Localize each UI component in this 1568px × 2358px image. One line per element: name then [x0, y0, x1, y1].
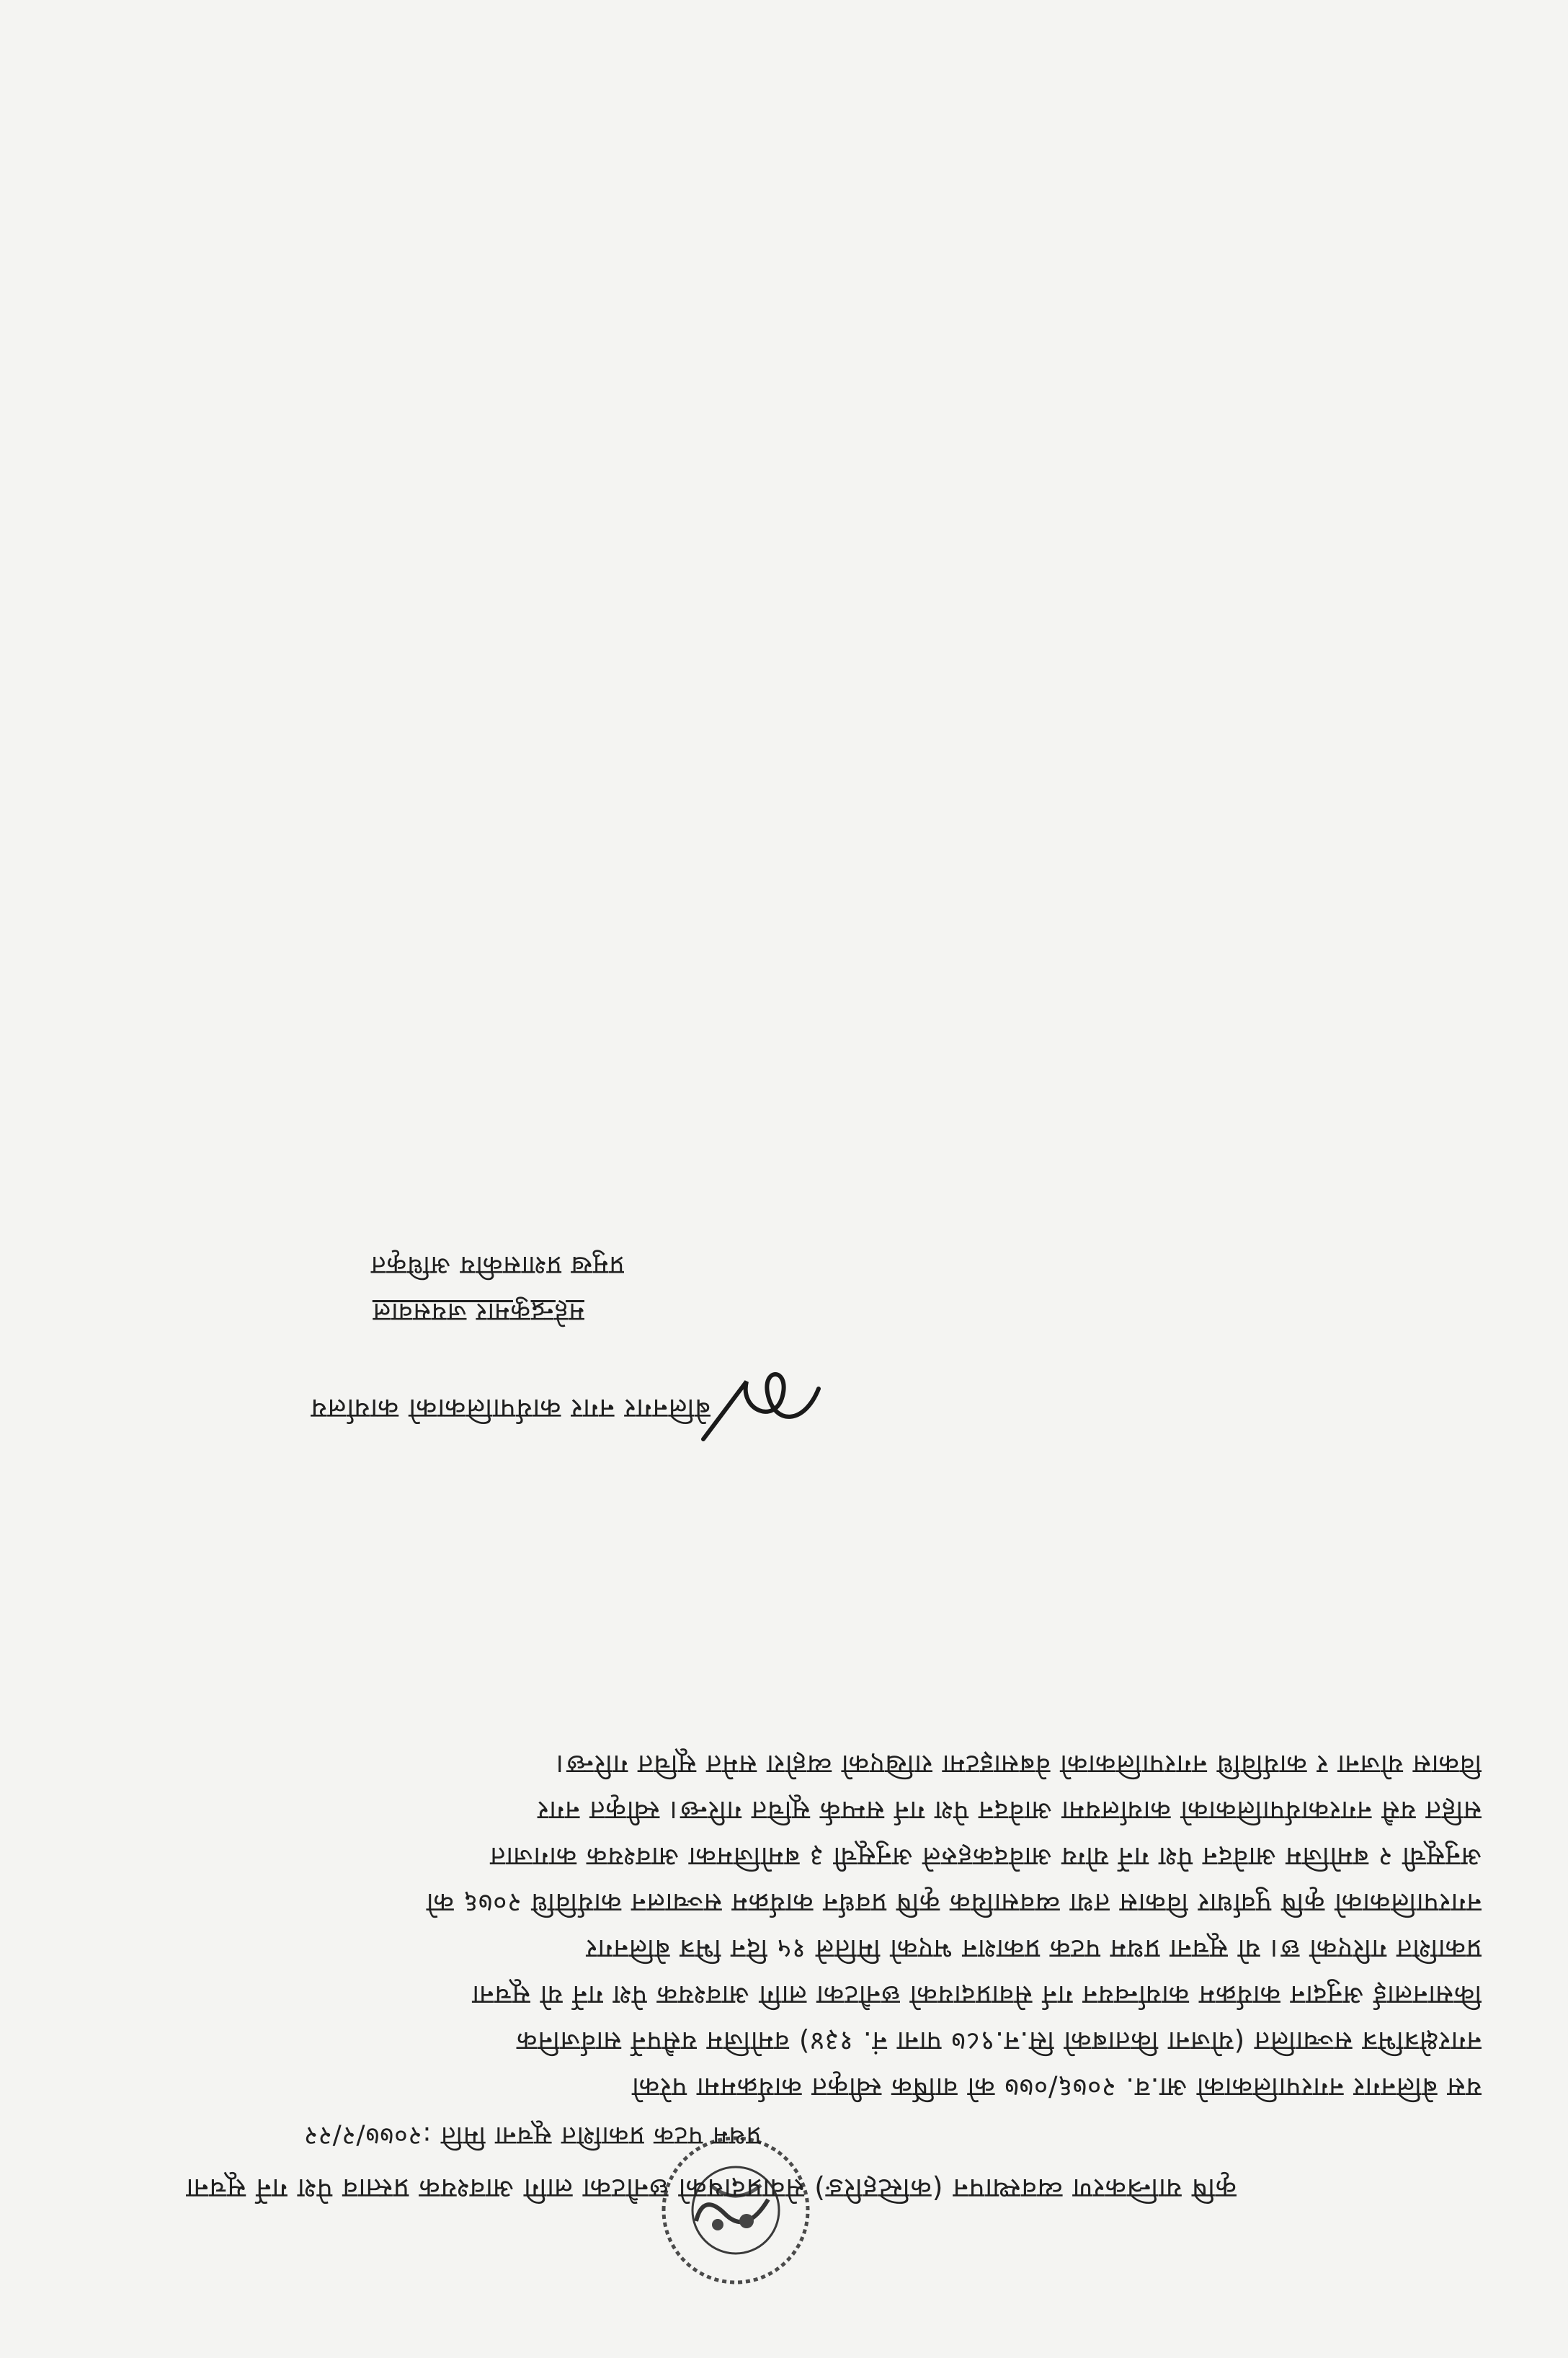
body-line: नगरपालिकाको कृषि पुर्वाधार विकास तथा व्यवसायिक कृषि प्रवर्धन कार्यक्रम सञ्चालन कार्यविधि २०७६ को	[425, 1887, 1482, 1918]
body-line: नगरक्षेत्रभित्र सञ्चालित (योजना किताबको सि.न.९८७ पाना नं. १३४) वमोजिम यसैपर्ने सार्वजनिक	[516, 2026, 1482, 2057]
signatory-name: महेन्द्रकुमार जयसवाल	[372, 1297, 584, 1327]
publication-date: प्रथम पटक प्रकाशित सूचना मिति :२०७७/२/२२	[303, 2121, 761, 2150]
body-line: किसानलाई अनुदान कार्यक्रम कार्यान्वयन गर्न सेवाप्रदायको छनौटका लागि आवश्यक पेश गर्ने यो सूचना	[471, 1980, 1482, 2011]
signature-icon	[689, 1353, 833, 1454]
body-line: अनुसूची २ बमोजिम आवेदन पेश गर्ने योग्य आवेदकहरुले अनुसूची ३ बमोजिमका आवश्यक कागजात	[489, 1841, 1482, 1872]
body-line: सहित यसै नगरकार्यपालिकाको कार्यालयमा आवेदन पेश गर्न सम्पर्क सूचित गरिन्छ। स्वीकृत नगर	[537, 1795, 1482, 1826]
office-name: बेलिनगर नगर कार्यपालिकाको कार्यालय	[310, 1393, 710, 1425]
body-line: यस बेलिनगर नगरपालिकाको आ.व. २०७६/०७७ को वार्षिक स्वीकृत कार्यक्रममा परेको	[631, 2072, 1482, 2103]
body-line: विकास योजना र कार्यविधि नगरपालिकाको वेबसाइटमा राखिएको व्यहोरा समेत सूचित गरिन्छ।	[555, 1749, 1482, 1780]
body-line: प्रकाशित गरिएको छ। यो सूचना प्रथम पटक प्रकाशन भएको मितिले १५ दिन भित्र बेलिनगर	[585, 1934, 1482, 1965]
notice-heading: कृषि यान्त्रिकरण व्यवस्थापन (कस्टिहरिङ) सेवाप्रदायको छनौटका लागि आवश्यक प्रस्ताव पेश गर्ने सूचना	[185, 2173, 1237, 2204]
signatory-title: प्रमुख प्रशासकीय अधिकृत	[370, 1250, 624, 1280]
